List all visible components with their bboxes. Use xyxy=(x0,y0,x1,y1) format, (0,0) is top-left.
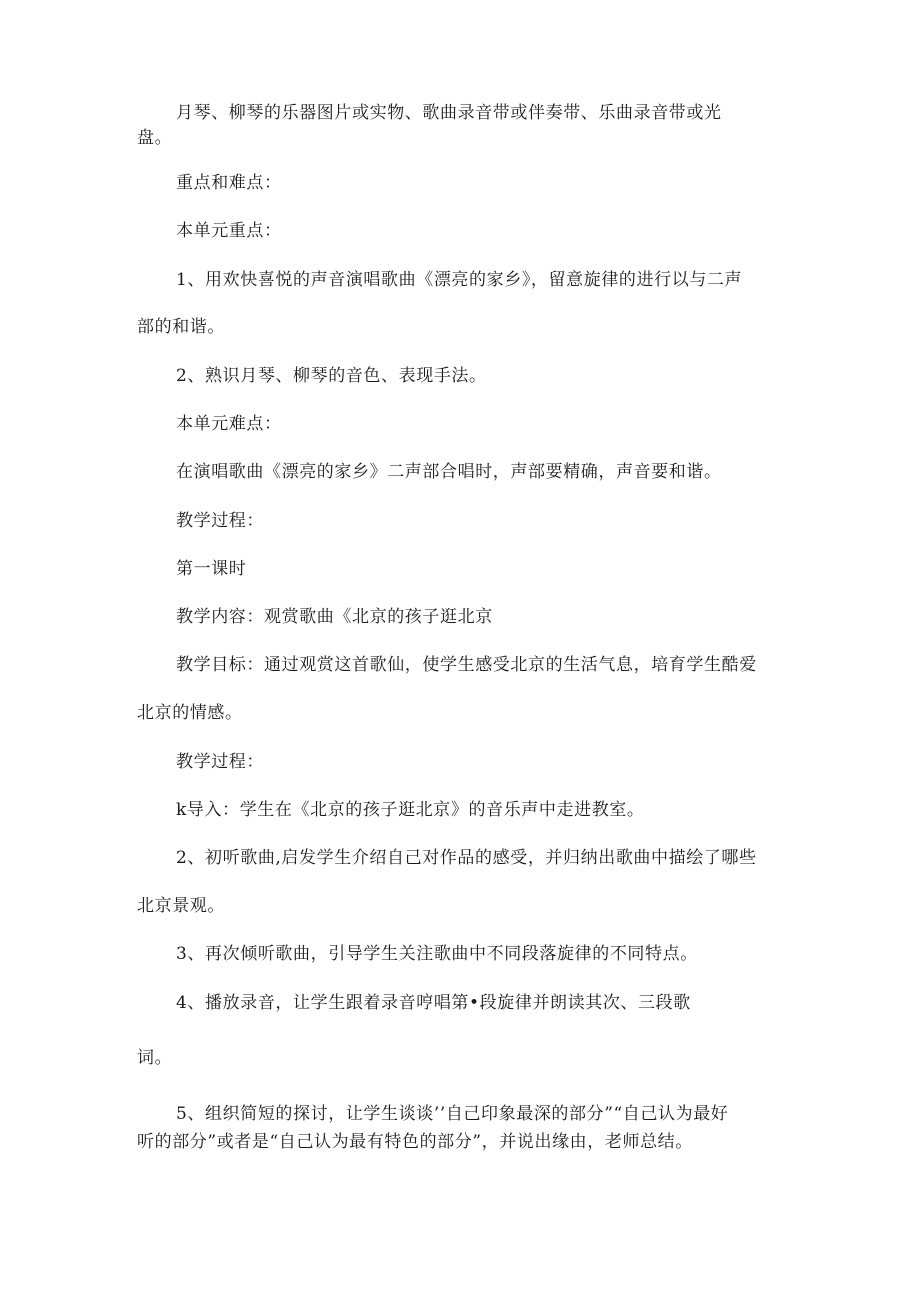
paragraph-line: 部的和谐。 xyxy=(137,317,225,337)
paragraph-line: 听的部分”或者是“自己认为最有特色的部分”，并说出缘由，老师总结。 xyxy=(137,1132,693,1152)
heading-line: 教学过程： xyxy=(176,511,264,531)
paragraph-line: 2、熟识月琴、柳琴的音色、表现手法。 xyxy=(176,366,487,386)
paragraph-line: 词。 xyxy=(137,1048,173,1068)
paragraph-line: 教学内容：观赏歌曲《北京的孩子逛北京 xyxy=(176,607,493,627)
paragraph-line: 5、组织简短的探讨，让学生谈谈’’自己印象最深的部分”“自己认为最好 xyxy=(176,1104,729,1124)
heading-line: 第一课时 xyxy=(176,559,247,579)
paragraph-line: 北京的情感。 xyxy=(137,703,243,723)
paragraph-line: 教学目标：通过观赏这首歌仙，使学生感受北京的生活气息，培育学生酷爱 xyxy=(176,655,757,675)
heading-line: 教学过程： xyxy=(176,752,264,772)
paragraph-line: 在演唱歌曲《漂亮的家乡》二声部合唱时，声部要精确，声音要和谐。 xyxy=(176,462,722,482)
paragraph-line: k导入：学生在《北京的孩子逛北京》的音乐声中走进教室。 xyxy=(176,800,645,820)
heading-line: 本单元重点： xyxy=(176,221,282,241)
paragraph-line: 1、用欢快喜悦的声音演唱歌曲《漂亮的家乡》，留意旋律的进行以与二声 xyxy=(176,270,743,290)
paragraph-line: 盘。 xyxy=(137,128,173,148)
paragraph-line: 2、初听歌曲,启发学生介绍自己对作品的感受，并归纳出歌曲中描绘了哪些 xyxy=(176,848,757,868)
heading-line: 重点和难点： xyxy=(176,173,282,193)
paragraph-line: 北京景观。 xyxy=(137,896,225,916)
paragraph-line: 月琴、柳琴的乐器图片或实物、歌曲录音带或伴奏带、乐曲录音带或光 xyxy=(176,103,722,123)
paragraph-line: 4、播放录音，让学生跟着录音哼唱第•段旋律并朗读其次、三段歌 xyxy=(176,993,691,1013)
heading-line: 本单元难点： xyxy=(176,414,282,434)
paragraph-line: 3、再次倾听歌曲，引导学生关注歌曲中不同段落旋律的不同特点。 xyxy=(176,944,698,964)
